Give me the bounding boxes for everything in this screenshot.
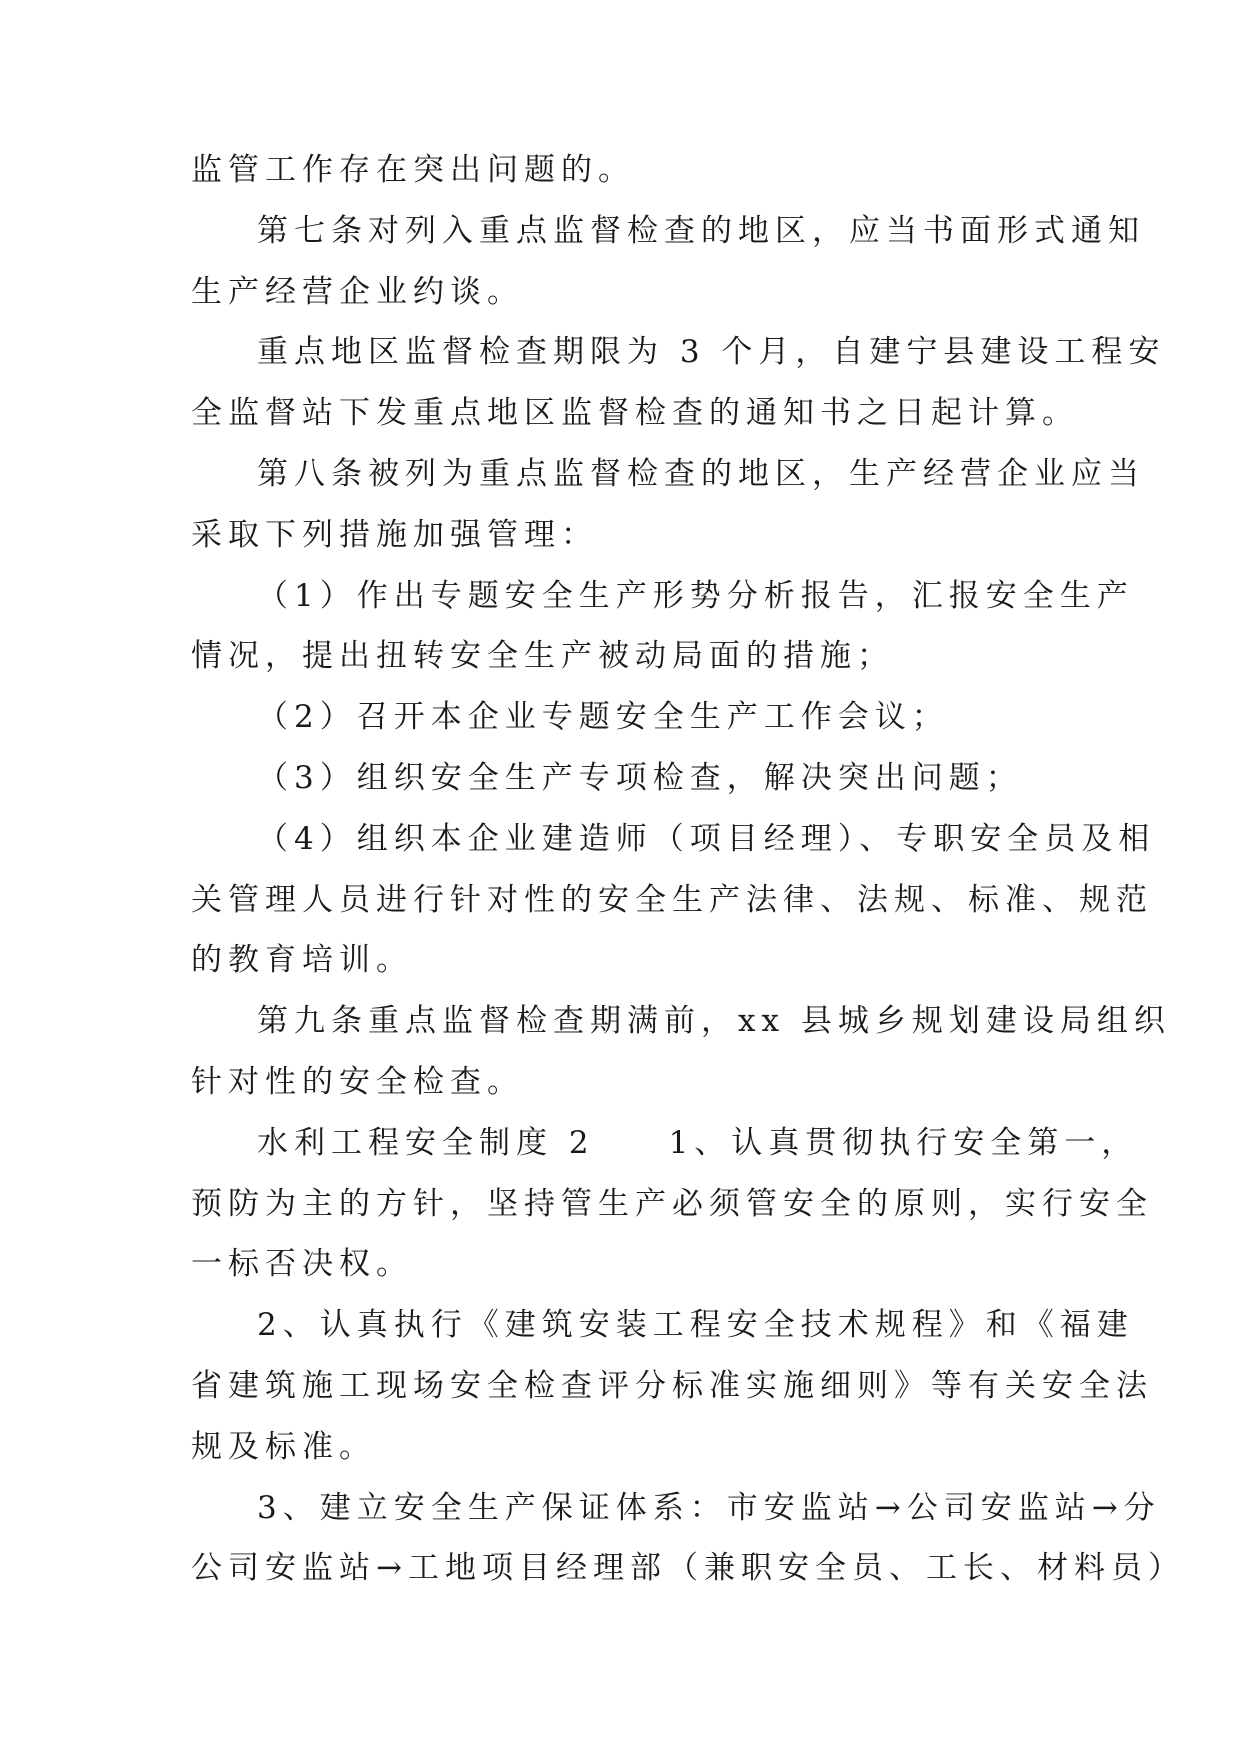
text-line: 重点地区监督检查期限为 3 个月，自建宁县建设工程安 [257,334,1166,371]
text-line: 关管理人员进行针对性的安全生产法律、法规、标准、规范 [191,881,1153,918]
text-line: 全监督站下发重点地区监督检查的通知书之日起计算。 [191,395,1079,432]
text-line: （1）作出专题安全生产形势分析报告，汇报安全生产 [257,577,1134,614]
text-line: 2、认真执行《建筑安装工程安全技术规程》和《福建 [257,1307,1134,1344]
text-line: 针对性的安全检查。 [191,1063,524,1100]
text-line: 水利工程安全制度 2 1、认真贯彻执行安全第一， [257,1124,1139,1161]
text-line: 的教育培训。 [191,942,413,979]
text-line: 公司安监站→工地项目经理部（兼职安全员、工长、材料员） [191,1550,1185,1587]
text-line: （2）召开本企业专题安全生产工作会议； [257,699,949,736]
text-line: 预防为主的方针，坚持管生产必须管安全的原则，实行安全 [191,1185,1153,1222]
text-line: 第九条重点监督检查期满前，xx 县城乡规划建设局组织 [257,1003,1171,1040]
text-line: （4）组织本企业建造师（项目经理）、专职安全员及相 [257,820,1156,857]
document-body [191,140,1185,1599]
text-line: （3）组织安全生产专项检查，解决突出问题； [257,759,1023,796]
text-line: 情况，提出扭转安全生产被动局面的措施； [191,638,894,675]
text-line: 监管工作存在突出问题的。 [191,152,635,188]
text-line: 采取下列措施加强管理： [191,516,598,553]
text-line: 省建筑施工现场安全检查评分标准实施细则》等有关安全法 [191,1367,1153,1404]
text-line: 生产经营企业约谈。 [191,273,524,310]
text-line: 3、建立安全生产保证体系：市安监站→公司安监站→分 [257,1489,1161,1526]
text-line: 一标否决权。 [191,1246,413,1283]
text-line: 第七条对列入重点监督检查的地区，应当书面形式通知 [257,212,1145,249]
text-line: 第八条被列为重点监督检查的地区，生产经营企业应当 [257,455,1145,492]
text-line: 规及标准。 [191,1428,376,1465]
